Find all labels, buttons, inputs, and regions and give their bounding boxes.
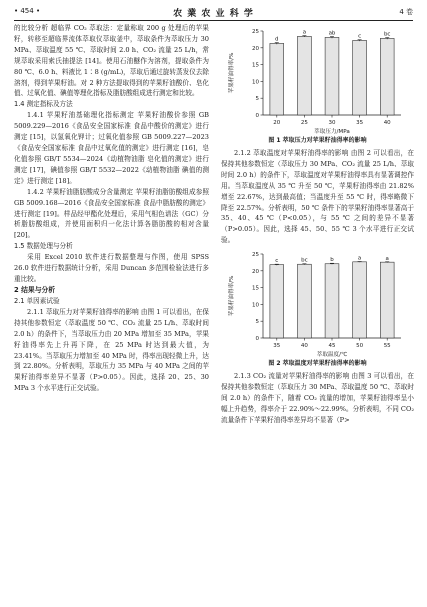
paragraph-1-4-1: 1.4.1 苹果籽油基础理化指标测定 苹果籽油酸价参照 GB 5009.229—2016《食品安全国家标准 食品中酸价的测定》进行测定 [15]，以氢氧化钾计；过氧化值参照 GB 5009.227—2023《食品安全国家标准 食品中过氧化值的测定》进行测定 [16]，皂化值参照 GB/T 5534—2024《动植物油脂 皂化值的测定》进行测定 [17]，碘值参照 GB/T 5532—2022《动植物油脂 碘值的测定》进行测定 [18]。 — [14, 111, 209, 185]
header-rule — [14, 20, 413, 21]
significance-label: c — [358, 33, 362, 40]
y-tick-label: 5 — [255, 319, 259, 326]
x-tick-label: 20 — [273, 120, 281, 126]
y-axis-label: 苹果籽油得率/% — [229, 52, 235, 94]
x-tick-label: 50 — [356, 343, 364, 350]
figure-2-chart — [221, 246, 414, 358]
x-tick-label: 45 — [328, 343, 336, 350]
y-tick-label: 20 — [252, 45, 259, 52]
y-tick-label: 0 — [255, 113, 259, 119]
y-tick-label: 25 — [252, 29, 259, 35]
y-tick-label: 25 — [252, 252, 259, 259]
figure-2-caption: 图 2 萃取温度对苹果籽油得率的影响 — [268, 360, 367, 368]
bar — [270, 265, 284, 338]
x-axis-label: 萃取温度/℃ — [316, 352, 348, 359]
x-tick-label: 40 — [383, 120, 391, 126]
paragraph-1-5: 采用 Excel 2010 软件进行数据整理与作图，使用 SPSS 26.0 软件进行数据统计分析，采用 Duncan 多范围检验法进行多重比较。 — [14, 253, 209, 284]
significance-label: c — [275, 258, 279, 265]
x-tick-label: 30 — [328, 120, 336, 126]
bar — [380, 262, 394, 338]
right-column — [221, 23, 414, 426]
x-tick-label: 40 — [300, 343, 308, 350]
significance-label: b — [330, 257, 334, 264]
issue-label: 4 卷 — [399, 8, 413, 16]
section-heading-1-5: 1.5 数据处理与分析 — [14, 242, 73, 251]
y-tick-label: 10 — [252, 79, 259, 86]
significance-label: a — [385, 255, 389, 262]
x-tick-label: 55 — [383, 343, 391, 350]
x-axis-label: 萃取压力/MPa — [314, 129, 350, 135]
x-tick-label: 35 — [356, 120, 364, 126]
y-axis-label: 苹果籽油得率/% — [229, 275, 235, 317]
section-heading-1-4: 1.4 测定指标及方法 — [14, 100, 73, 109]
paragraph-2-1-3: 2.1.3 CO₂ 流量对苹果籽油得率的影响 由图 3 可以看出，在保持其他参数恒定（萃取压力 30 MPa、萃取温度 50 ℃、萃取时间 2.0 h）的条件下，随着 CO₂ 流量的增加，苹果籽油得率呈小幅上升趋势，得率介于 22.90%～22.99%。分析表明，不同 CO₂ 流量条件下苹果籽油得率差异均不显著（P> — [221, 372, 414, 424]
bar — [298, 264, 312, 338]
significance-label: d — [275, 36, 279, 43]
bar — [298, 36, 312, 115]
section-heading-2: 2 结果与分析 — [14, 285, 56, 294]
bar — [325, 37, 339, 115]
page-number: • 454 • — [14, 7, 41, 15]
y-tick-label: 5 — [255, 96, 259, 103]
figure-1 — [221, 23, 414, 145]
x-tick-label: 25 — [300, 120, 308, 126]
left-column — [14, 23, 209, 394]
significance-label: bc — [301, 257, 308, 264]
significance-label: a — [302, 29, 307, 36]
figure-1-chart — [221, 23, 414, 135]
bar — [380, 38, 394, 115]
paragraph-1-4-2: 1.4.2 苹果籽油脂肪酸成分含量测定 苹果籽油脂肪酸组成参照 GB 5009.168—2016《食品安全国家标准 食品中脂肪酸的测定》进行测定 [19]。样品经甲酯化处理后，采用气相色谱法（GC）分析脂肪酸组成，并使用面积归一化法计算各脂肪酸的相对含量 [20]。 — [14, 187, 209, 240]
paragraph-2-1-2: 2.1.2 萃取温度对苹果籽油得率的影响 由图 2 可以看出，在保持其他参数恒定（萃取压力 30 MPa、CO₂ 流量 25 L/h、萃取时间 2.0 h）的条件下，萃取温度对苹果籽油得率具有显著调控作用。当萃取温度从 35 ℃ 升至 50 ℃，苹果籽油得率由 21.82% 增至 22.67%，达到最高值；当温度升至 55 ℃ 时，得率略微下降至 22.57%。分析表明，50 ℃ 条件下的苹果籽油得率显著高于 35、40、45 ℃（P<0.05），与 55 ℃ 之间的差异不显著（P>0.05）。因此，选择 45、50、55 ℃ 3 个水平进行正交试验。 — [221, 149, 414, 245]
y-tick-label: 20 — [252, 268, 259, 275]
bar — [325, 264, 339, 338]
page-header — [14, 6, 413, 20]
paragraph-2-1-1: 2.1.1 萃取压力对苹果籽油得率的影响 由图 1 可以看出，在保持其他参数恒定（萃取温度 50 ℃、CO₂ 流量 25 L/h、萃取时间 2.0 h）的条件下，当萃取压力由 20 MPa 增加至 35 MPa，苹果籽油得率先上升再下降，在 25 MPa 时达到最大值，为 23.41%。当萃取压力增加至 40 MPa 时，得率出现轻微上升，达到 22.80%。分析表明，萃取压力 35 MPa 与 40 MPa 之间的苹果籽油得率差异不显著（P>0.05）。因此，选择 20、25、30 MPa 3 个水平进行正交试验。 — [14, 307, 209, 393]
significance-label: bc — [383, 31, 391, 38]
section-heading-2-1: 2.1 单因素试验 — [14, 296, 60, 305]
significance-label: a — [357, 255, 362, 262]
figure-2 — [221, 246, 414, 368]
x-tick-label: 35 — [273, 343, 281, 350]
journal-title: 农 業 农 业 科 学 — [173, 9, 254, 19]
bar — [353, 262, 367, 338]
y-tick-label: 15 — [252, 285, 259, 292]
bar — [270, 43, 284, 115]
y-tick-label: 15 — [252, 62, 259, 69]
paragraph-extraction-compare: 的比较分析 超临界 CO₂ 萃取法：定量称取 200 g 处理后的苹果籽，转移至超临界流体萃取仪萃取釜中，萃取条件为萃取压力 30 MPa、萃取温度 55 ℃、萃取时间 2.0 h、CO₂ 流量 25 L/h，常规萃取采用索氏抽提法 [14]。使用石油醚作为溶剂，提取条件为 80 ℃、6.0 h、料液比 1∶8 (g/mL)，萃取后通过旋转蒸发仪去除溶剂，得到苹果籽油。对 2 种方法提取得到的苹果籽油酸价、皂化值、过氧化值、碘值等理化指标及脂肪酸组成进行测定和比较。 — [14, 24, 209, 98]
significance-label: ab — [328, 30, 336, 37]
figure-1-caption: 图 1 萃取压力对苹果籽油得率的影响 — [268, 137, 367, 144]
bar — [353, 40, 367, 115]
y-tick-label: 10 — [252, 302, 259, 309]
y-tick-label: 0 — [255, 336, 259, 343]
